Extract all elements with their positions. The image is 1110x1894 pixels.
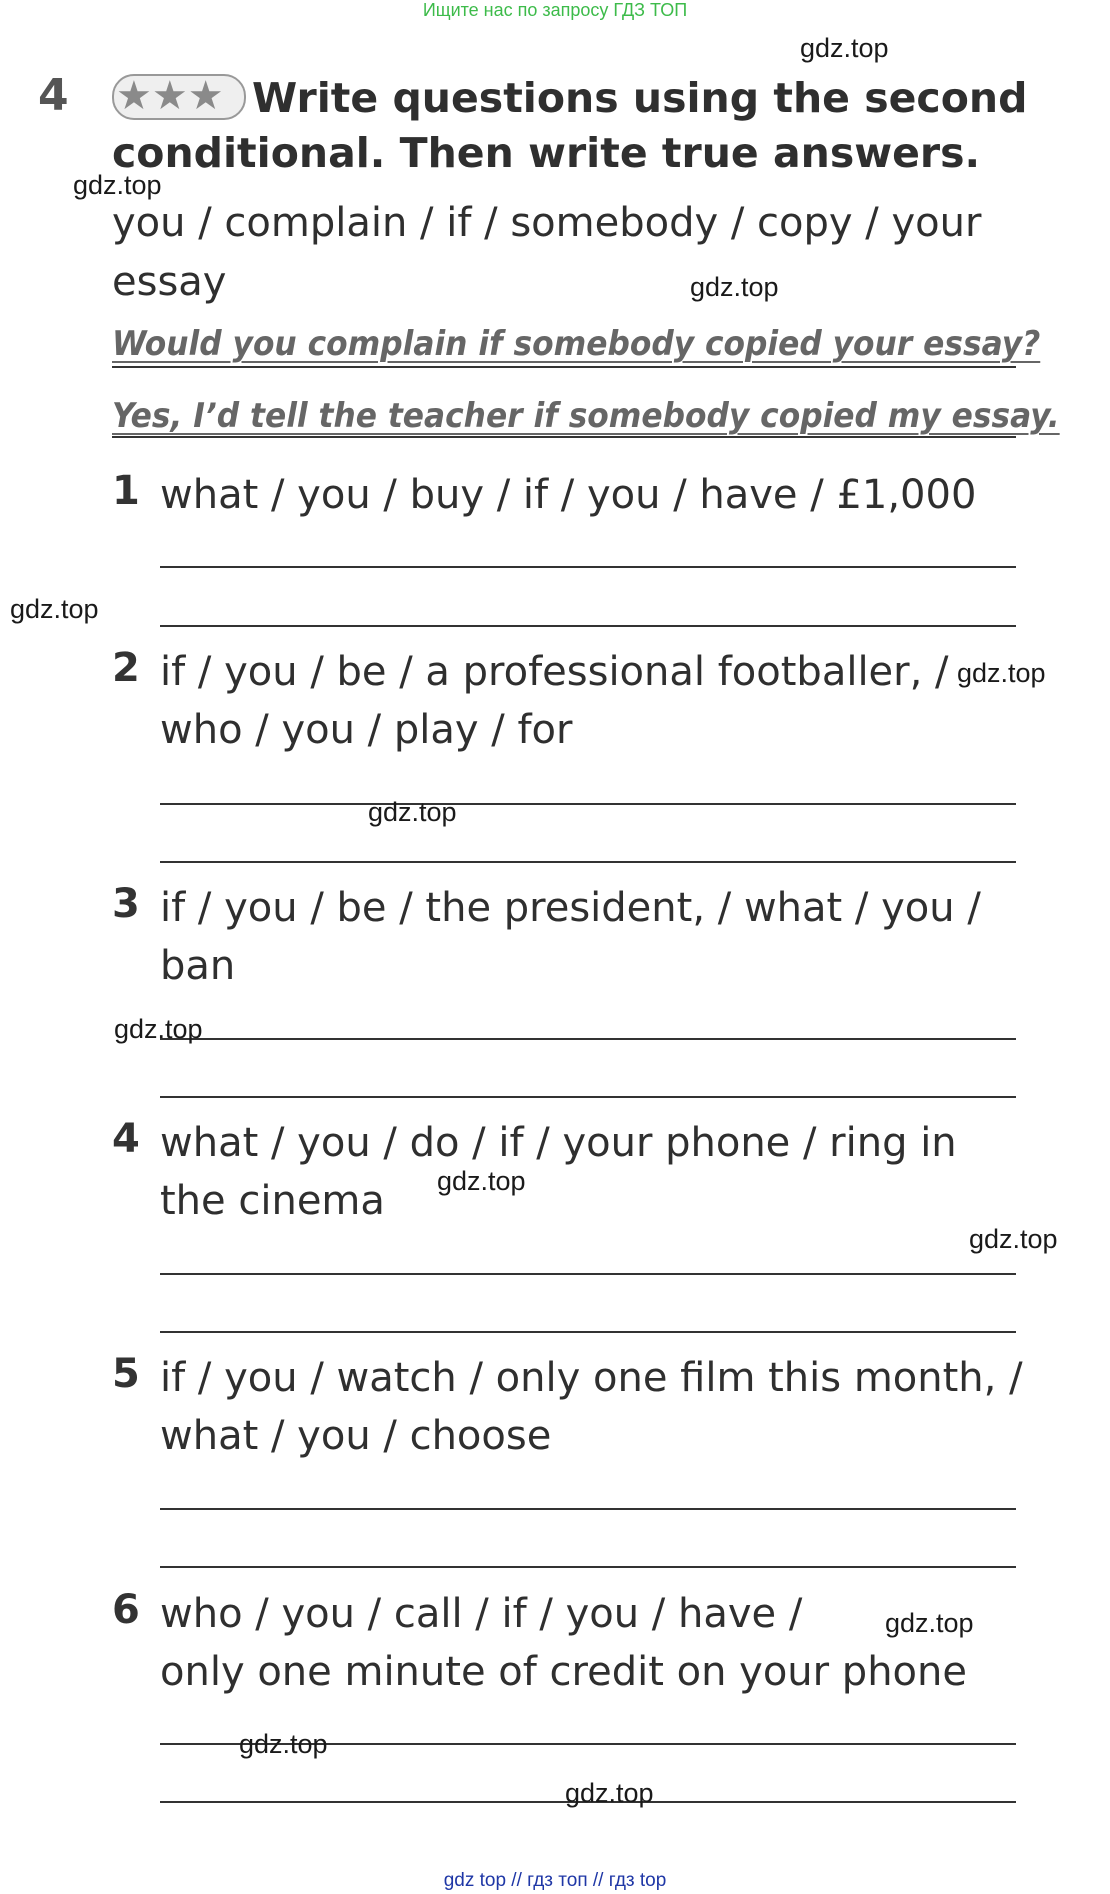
example-prompt-line-1: you / complain / if / somebody / copy / your [112,200,982,246]
answer-line-5a[interactable] [160,1508,1016,1510]
example-answer-line-2 [112,436,1016,438]
top-banner: Ищите нас по запросу ГДЗ ТОП [422,0,688,20]
watermark: gdz.top [565,1778,654,1808]
answer-line-2b[interactable] [160,861,1016,863]
item-number-2: 2 [112,645,140,691]
answer-line-2a[interactable] [160,803,1016,805]
answer-line-4a[interactable] [160,1273,1016,1275]
watermark: gdz.top [957,658,1046,688]
answer-line-5b[interactable] [160,1566,1016,1568]
answer-line-3a[interactable] [160,1038,1016,1040]
item-prompt-6-line-2: only one minute of credit on your phone [160,1649,967,1695]
item-prompt-3-line-2: ban [160,943,236,989]
watermark: gdz.top [114,1014,203,1044]
watermark: gdz.top [969,1224,1058,1254]
watermark: gdz.top [368,797,457,827]
watermark: gdz.top [239,1729,328,1759]
item-number-6: 6 [112,1587,140,1633]
example-answer-question: Would you complain if somebody copied your essay? [112,324,1041,364]
instruction-line-2: conditional. Then write true answers. [112,129,981,177]
item-prompt-1: what / you / buy / if / you / have / £1,000 [160,472,977,518]
watermark: gdz.top [885,1608,974,1638]
watermark: gdz.top [10,594,99,624]
watermark: gdz.top [800,33,889,63]
item-prompt-2-line-1: if / you / be / a professional footballer, / [160,649,949,695]
difficulty-stars [112,74,246,120]
answer-line-4b[interactable] [160,1331,1016,1333]
example-answer-line-1 [112,366,1016,368]
answer-line-3b[interactable] [160,1096,1016,1098]
instruction-line-1: Write questions using the second [252,74,1028,122]
item-prompt-3-line-1: if / you / be / the president, / what / you / [160,885,981,931]
item-number-1: 1 [112,468,140,514]
answer-line-1b[interactable] [160,625,1016,627]
item-number-4: 4 [112,1116,140,1162]
footer-links[interactable]: gdz top // гдз топ // гдз top [443,1870,667,1891]
exercise-number: 4 [38,70,69,121]
example-answer-reply: Yes, I’d tell the teacher if somebody copied my essay. [112,396,1060,436]
item-number-3: 3 [112,881,140,927]
watermark: gdz.top [437,1166,526,1196]
item-prompt-5-line-1: if / you / watch / only one film this month, / [160,1355,1023,1401]
item-prompt-2-line-2: who / you / play / for [160,707,573,753]
item-number-5: 5 [112,1351,140,1397]
answer-line-1a[interactable] [160,566,1016,568]
watermark: gdz.top [73,170,162,200]
item-prompt-4-line-2: the cinema [160,1178,385,1224]
example-prompt-line-2: essay [112,259,227,305]
watermark: gdz.top [690,272,779,302]
item-prompt-6-line-1: who / you / call / if / you / have / [160,1591,803,1637]
star-icon: ★★★ [116,73,224,119]
item-prompt-4-line-1: what / you / do / if / your phone / ring in [160,1120,957,1166]
item-prompt-5-line-2: what / you / choose [160,1413,552,1459]
